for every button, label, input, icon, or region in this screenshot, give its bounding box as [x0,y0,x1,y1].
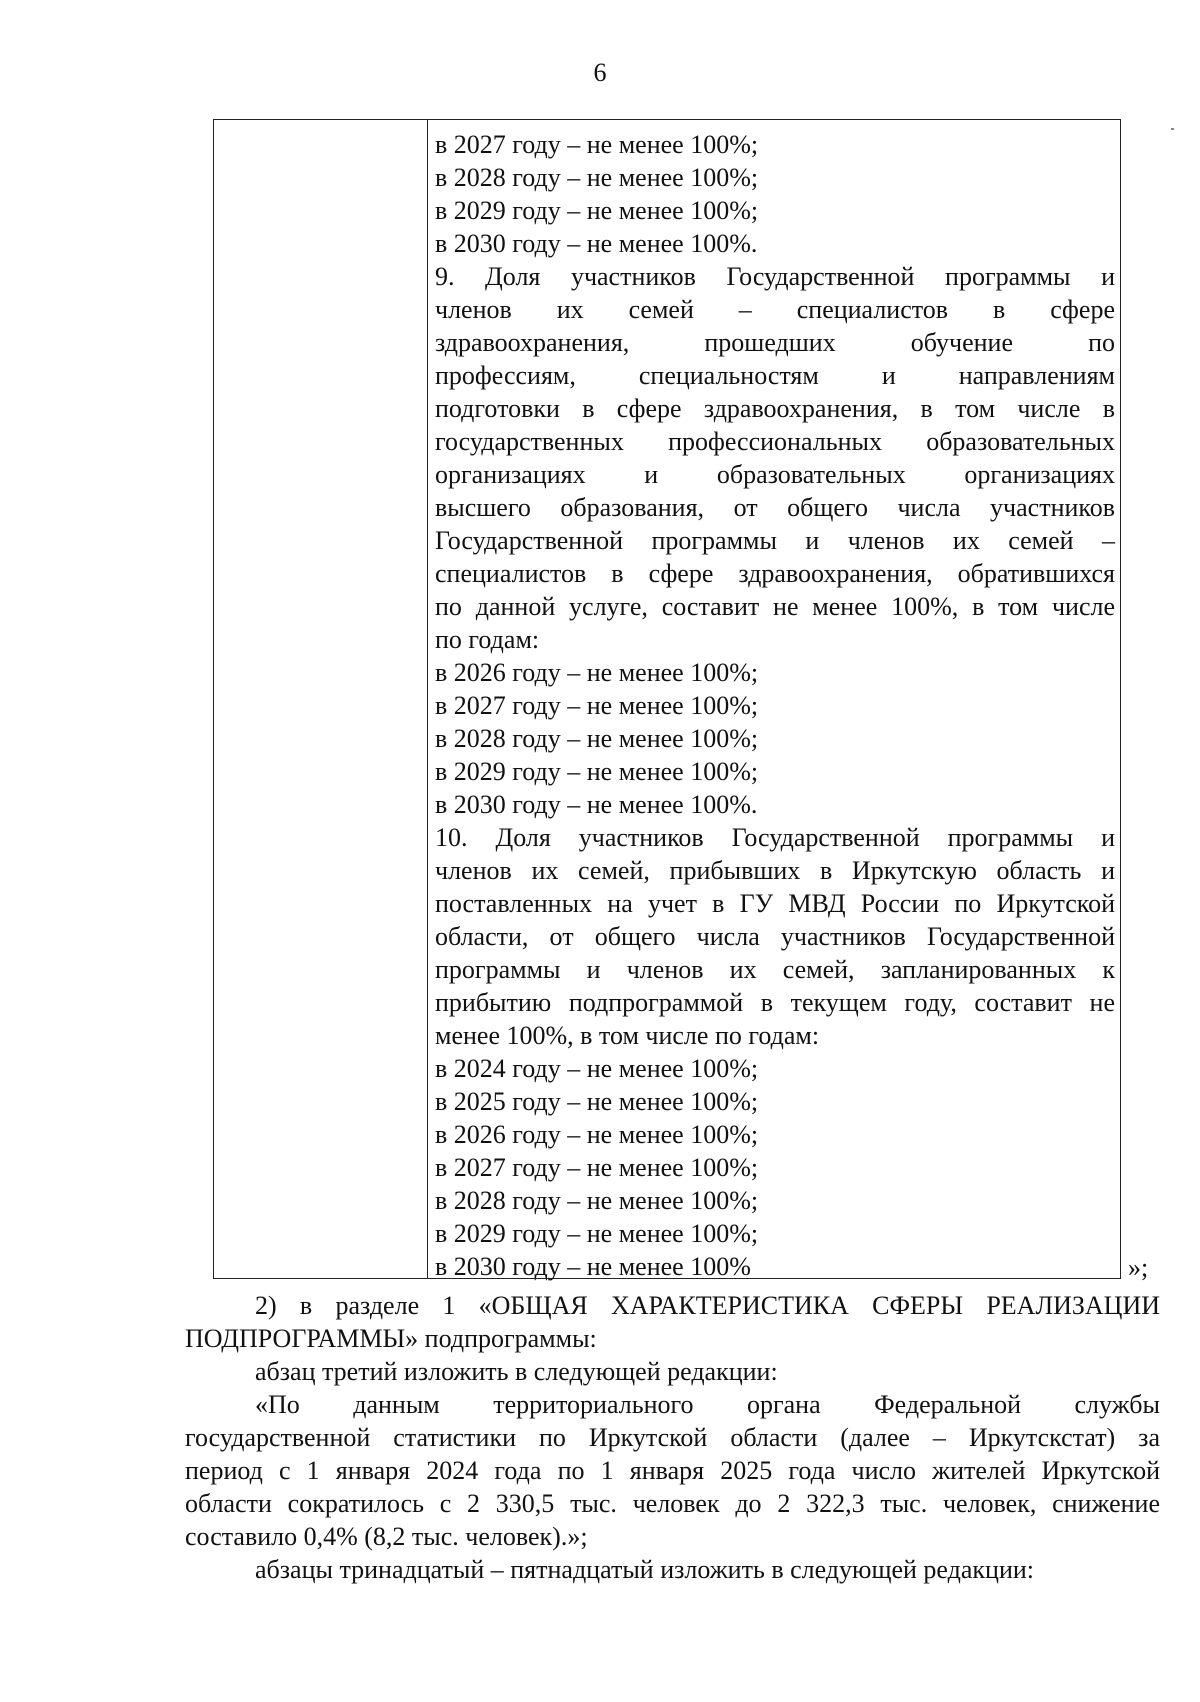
cell-line: программы и членов их семей, запланированных к [435,955,1115,984]
cell-line: поставленных на учет в ГУ МВД России по Иркутской [435,889,1115,918]
cell-line: в 2027 году – не менее 100%; [435,691,759,720]
cell-line: государственных профессиональных образовательных [435,427,1115,456]
cell-line: 10. Доля участников Государственной программы и [435,823,1115,852]
cell-line: в 2027 году – не менее 100%; [435,1153,759,1182]
cell-line: организациях и образовательных организациях [435,460,1115,489]
cell-line: в 2030 году – не менее 100% [435,1252,751,1281]
scan-speck [1171,128,1174,130]
cell-line: высшего образования, от общего числа участников [435,493,1115,522]
item-2-heading-line: ПОДПРОГРАММЫ» подпрограммы: [185,1324,597,1353]
closing-quote: »; [1128,1253,1149,1282]
cell-line: членов их семей – специалистов в сфере [435,295,1115,324]
cell-line: в 2029 году – не менее 100%; [435,1219,759,1248]
quoted-paragraph-line: «По данным территориального органа Федеральной службы [255,1390,1160,1419]
cell-line: специалистов в сфере здравоохранения, обратившихся [435,559,1115,588]
cell-line: Государственной программы и членов их семей – [435,526,1115,555]
cell-line: в 2026 году – не менее 100%; [435,1120,759,1149]
cell-line: по годам: [435,625,540,654]
cell-line: менее 100%, в том числе по годам: [435,1021,820,1050]
cell-line: в 2029 году – не менее 100%; [435,196,759,225]
quoted-paragraph-line: государственной статистики по Иркутской области (далее – Иркутскстат) за [185,1423,1160,1452]
cell-line: в 2024 году – не менее 100%; [435,1054,759,1083]
table-right-cell [435,128,1115,1283]
quoted-paragraph-line: составило 0,4% (8,2 тыс. человек).»; [185,1522,588,1551]
cell-line: прибытию подпрограммой в текущем году, составит не [435,988,1115,1017]
paragraphs-13-15-instruction: абзацы тринадцатый – пятнадцатый изложить в следующей редакции: [255,1555,1034,1584]
document-body [185,1289,1160,1586]
cell-line: в 2027 году – не менее 100%; [435,130,759,159]
cell-line: в 2030 году – не менее 100%. [435,229,758,258]
cell-line: области, от общего числа участников Государственной [435,922,1115,951]
cell-line: 9. Доля участников Государственной программы и [435,262,1115,291]
cell-line: подготовки в сфере здравоохранения, в том числе в [435,394,1115,423]
item-2-heading-line: 2) в разделе 1 «ОБЩАЯ ХАРАКТЕРИСТИКА СФЕРЫ РЕАЛИЗАЦИИ [255,1291,1160,1320]
cell-line: в 2028 году – не менее 100%; [435,1186,759,1215]
cell-line: по данной услуге, составит не менее 100%, в том числе [435,592,1115,621]
cell-line: здравоохранения, прошедших обучение по [435,328,1115,357]
quoted-paragraph-line: период с 1 января 2024 года по 1 января 2025 года число жителей Иркутской [185,1456,1160,1485]
cell-line: в 2028 году – не менее 100%; [435,163,759,192]
table-column-divider [427,119,428,1279]
cell-line: в 2028 году – не менее 100%; [435,724,759,753]
quoted-paragraph-line: области сократилось с 2 330,5 тыс. человек до 2 322,3 тыс. человек, снижение [185,1489,1160,1518]
cell-line: в 2026 году – не менее 100%; [435,658,759,687]
cell-line: членов их семей, прибывших в Иркутскую область и [435,856,1115,885]
cell-line: в 2025 году – не менее 100%; [435,1087,759,1116]
cell-line: профессиям, специальностям и направлениям [435,361,1115,390]
cell-line: в 2030 году – не менее 100%. [435,790,758,819]
paragraph-third-instruction: абзац третий изложить в следующей редакции: [255,1357,778,1386]
page-number: 6 [593,58,607,87]
cell-line: в 2029 году – не менее 100%; [435,757,759,786]
